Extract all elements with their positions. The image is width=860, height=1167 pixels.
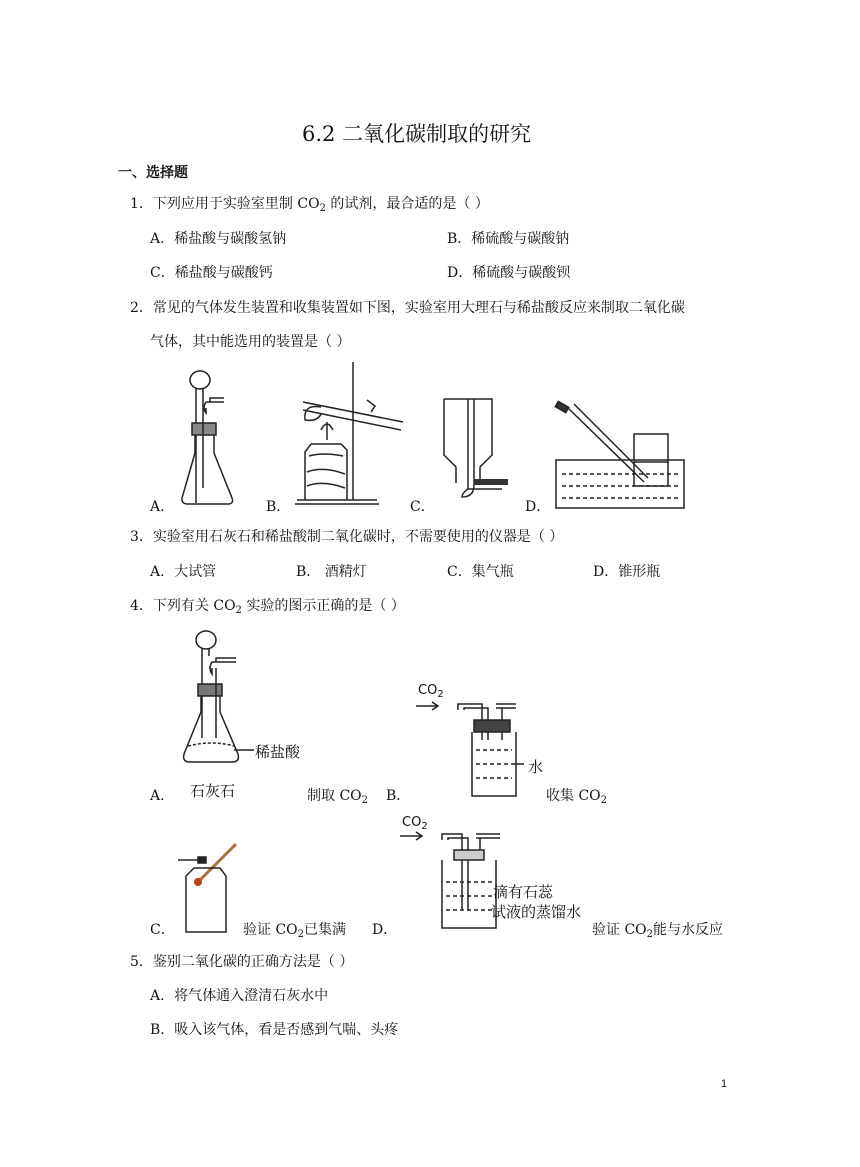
q3-option-c[interactable]: C．集气瓶 [447,564,514,580]
q4-b-bottle-figure [416,700,536,800]
q4-label-b[interactable]: B． [386,788,411,804]
q5-option-b[interactable]: B．吸入该气体，看是否感到气喘、头疼 [150,1022,399,1038]
question-3-stem: 3．实验室用石灰石和稀盐酸制二氧化碳时，不需要使用的仪器是（ ） [130,529,564,545]
q2-label-d[interactable]: D． [525,499,551,515]
section-heading: 一、选择题 [118,165,188,181]
q2-label-b[interactable]: B． [266,499,291,515]
q1-option-b[interactable]: B．稀硫酸与碳酸钠 [447,231,570,247]
q4-b-gas-label: $CO_2$ [418,683,444,700]
q3-option-b[interactable]: B． 酒精灯 [296,564,367,580]
q2-apparatus-d-trough [552,400,692,510]
q4-a-caption: 制取 $CO_2$ [307,788,369,806]
question-1-stem: 1．下列应用于实验室里制 $CO_2$ 的试剂，最合适的是（ ） [130,196,489,214]
q4-label-d[interactable]: D． [372,922,398,938]
question-2-stem-line1: 2．常见的气体发生装置和收集装置如下图，实验室用大理石与稀盐酸反应来制取二氧化碳 [130,300,685,316]
q4-a-acid-label: 稀盐酸 [255,743,301,761]
q4-b-water-label: 水 [528,758,544,776]
q2-label-a[interactable]: A． [150,499,175,515]
q2-apparatus-a-flask [176,368,246,508]
q4-label-a[interactable]: A． [150,788,175,804]
page-number: 1 [721,1078,728,1090]
q4-d-gas-label: $CO_2$ [402,815,428,832]
q3-option-a[interactable]: A．大试管 [150,564,217,580]
q1-option-d[interactable]: D．稀硫酸与碳酸钡 [447,265,571,281]
q2-apparatus-c-bottle [440,397,520,509]
q4-d-liquid-label-line2: 试液的蒸馏水 [491,903,582,921]
q4-c-caption: 验证 $CO_2$已集满 [243,922,347,940]
page-title: 6.2 二氧化碳制取的研究 [302,122,532,146]
q3-option-d[interactable]: D．锥形瓶 [593,564,661,580]
q4-a-stone-label: 石灰石 [190,782,236,800]
q2-apparatus-b-heating [293,362,413,506]
q4-label-c[interactable]: C． [150,922,175,938]
question-2-stem-line2: 气体，其中能选用的装置是（ ） [150,334,351,350]
q1-option-a[interactable]: A．稀盐酸与碳酸氢钠 [150,231,287,247]
q4-a-flask-figure [176,628,250,768]
q4-d-caption: 验证 $CO_2$能与水反应 [592,922,724,940]
question-4-stem: 4．下列有关 $CO_2$ 实验的图示正确的是（ ） [130,598,405,616]
q4-b-caption: 收集 $CO_2$ [546,788,608,806]
q2-label-c[interactable]: C． [410,499,435,515]
question-5-stem: 5．鉴别二氧化碳的正确方法是（ ） [130,954,354,970]
q1-option-c[interactable]: C．稀盐酸与碳酸钙 [150,265,273,281]
q5-option-a[interactable]: A．将气体通入澄清石灰水中 [150,988,329,1004]
q4-d-liquid-label-line1: 滴有石蕊 [493,883,554,901]
